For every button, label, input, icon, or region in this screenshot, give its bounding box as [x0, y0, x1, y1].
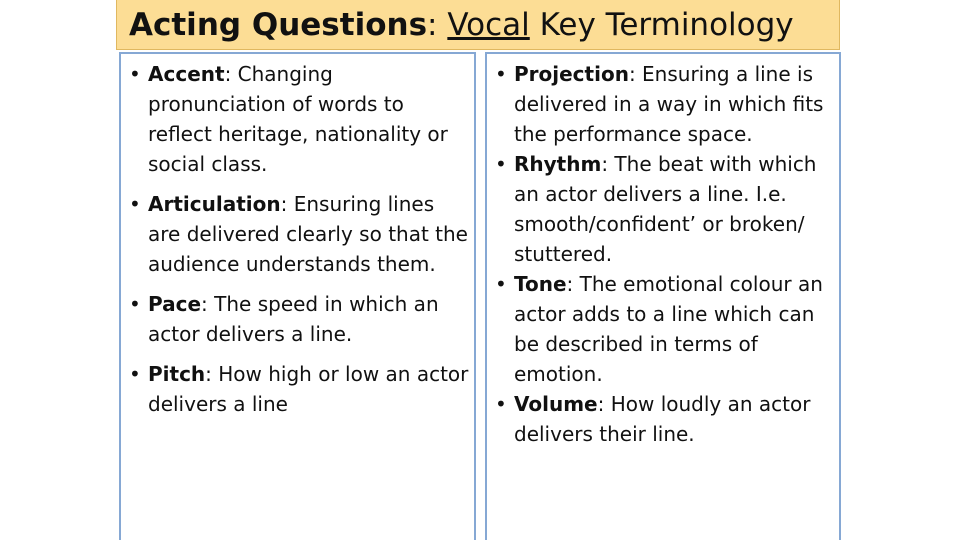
title-bold-part: Acting Questions — [129, 7, 428, 43]
term-definition: : The speed in which an actor delivers a line. — [148, 292, 439, 346]
term-name: Articulation — [148, 192, 281, 216]
bullet-glyph: • — [129, 192, 141, 216]
term-item-tone — [495, 269, 839, 389]
term-definition: : Changing pronunciation of words to reflect heritage, nationality or social class. — [148, 62, 448, 176]
term-definition: : The beat with which an actor delivers a line. I.e. smooth/confident’ or broken/ stuttered. — [514, 152, 817, 266]
term-item-volume — [495, 389, 839, 449]
bullet-glyph: • — [129, 292, 141, 316]
slide-title — [129, 6, 794, 44]
right-terms-list — [495, 59, 839, 449]
term-definition: : How high or low an actor delivers a line — [148, 362, 469, 416]
title-rest: Key Terminology — [529, 7, 794, 43]
term-item-articulation — [129, 189, 469, 279]
term-item-pace — [129, 289, 469, 349]
term-item-rhythm — [495, 149, 839, 269]
right-terms-panel — [485, 52, 841, 540]
term-definition: : Ensuring lines are delivered clearly so that the audience understands them. — [148, 192, 468, 276]
bullet-glyph: • — [129, 62, 141, 86]
title-colon: : — [427, 7, 448, 43]
term-item-projection — [495, 59, 839, 149]
term-name: Accent — [148, 62, 225, 86]
term-item-pitch — [129, 359, 469, 419]
term-item-accent — [129, 59, 469, 179]
left-terms-panel — [119, 52, 476, 540]
bullet-glyph: • — [495, 62, 507, 86]
term-name: Rhythm — [514, 152, 602, 176]
term-name: Pitch — [148, 362, 206, 386]
term-name: Tone — [514, 272, 567, 296]
bullet-glyph: • — [129, 362, 141, 386]
bullet-glyph: • — [495, 152, 507, 176]
term-definition: : Ensuring a line is delivered in a way in which fits the performance space. — [514, 62, 824, 146]
term-name: Pace — [148, 292, 202, 316]
left-terms-list — [129, 59, 469, 429]
term-definition: : How loudly an actor delivers their line. — [514, 392, 811, 446]
bullet-glyph: • — [495, 392, 507, 416]
term-name: Volume — [514, 392, 598, 416]
title-bar — [116, 0, 840, 50]
term-name: Projection — [514, 62, 629, 86]
title-underlined-part: Vocal — [447, 7, 530, 43]
bullet-glyph: • — [495, 272, 507, 296]
term-definition: : The emotional colour an actor adds to a line which can be described in terms of emotion. — [514, 272, 823, 386]
